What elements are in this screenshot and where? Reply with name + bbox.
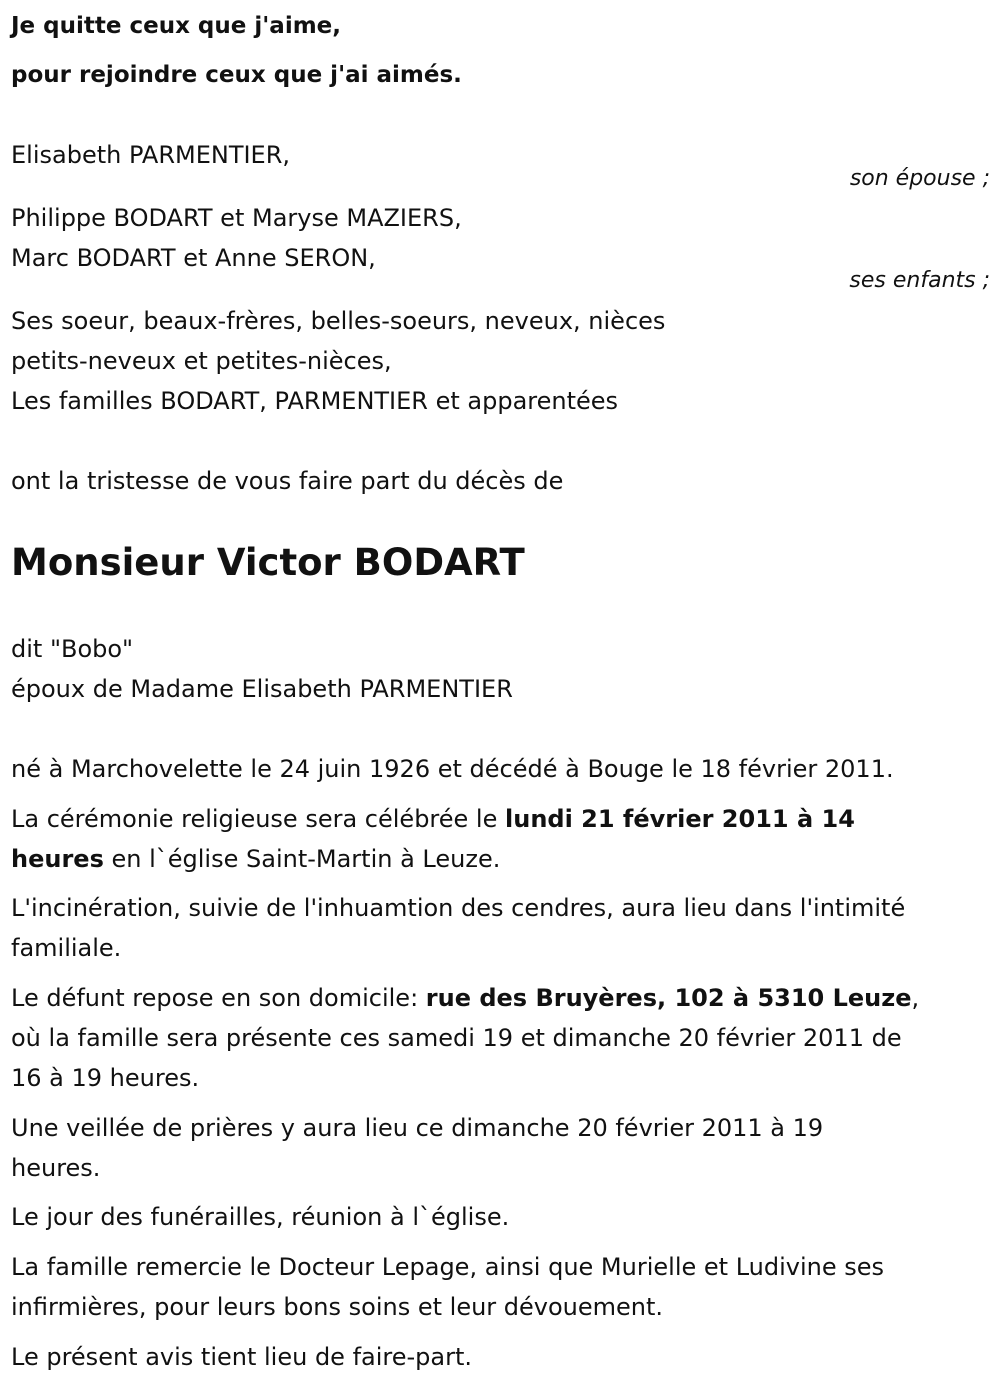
deceased-name: Monsieur Victor BODART — [11, 541, 525, 584]
repose-pre: Le défunt repose en son domicile: — [11, 984, 426, 1012]
deceased-spouse-of: époux de Madame Elisabeth PARMENTIER — [11, 675, 513, 703]
spouse-role: son épouse ; — [849, 166, 990, 191]
birth-death: né à Marchovelette le 24 juin 1926 et décédé à Bouge le 18 février 2011. — [11, 755, 894, 783]
repose-address: rue des Bruyères, 102 à 5310 Leuze — [425, 984, 912, 1012]
children-role: ses enfants ; — [849, 268, 990, 293]
vigil-line-1: Une veillée de prières y aura lieu ce dimanche 20 février 2011 à 19 — [11, 1114, 824, 1142]
funeral-meeting: Le jour des funérailles, réunion à l`église. — [11, 1203, 510, 1231]
ceremony-line-1 — [11, 804, 855, 834]
closing-note: Le présent avis tient lieu de faire-part. — [11, 1343, 473, 1371]
vigil-line-2: heures. — [11, 1154, 101, 1182]
repose-line-3: 16 à 19 heures. — [11, 1064, 200, 1092]
spouse-name: Elisabeth PARMENTIER, — [11, 141, 291, 169]
announcement: ont la tristesse de vous faire part du décès de — [11, 467, 564, 495]
thanks-line-2: infirmières, pour leurs bons soins et leur dévouement. — [11, 1293, 664, 1321]
relatives-line-2: petits-neveux et petites-nièces, — [11, 347, 392, 375]
repose-post: , — [911, 984, 920, 1012]
relatives-line-3: Les familles BODART, PARMENTIER et apparentées — [11, 387, 619, 415]
ceremony-line-2 — [11, 844, 500, 874]
thanks-line-1: La famille remercie le Docteur Lepage, ainsi que Murielle et Ludivine ses — [11, 1253, 884, 1281]
deceased-nickname: dit "Bobo" — [11, 635, 134, 663]
repose-line-2: où la famille sera présente ces samedi 19 et dimanche 20 février 2011 de — [11, 1024, 902, 1052]
ceremony-date-1: lundi 21 février 2011 à 14 — [505, 805, 855, 833]
cremation-line-2: familiale. — [11, 934, 122, 962]
relatives-line-1: Ses soeur, beaux-frères, belles-soeurs, neveux, nièces — [11, 307, 666, 335]
repose-line-1 — [11, 983, 919, 1013]
cremation-line-1: L'incinération, suivie de l'inhuamtion des cendres, aura lieu dans l'intimité — [11, 894, 906, 922]
child-2: Marc BODART et Anne SERON, — [11, 244, 376, 272]
epitaph-line-1: Je quitte ceux que j'aime, — [11, 13, 342, 39]
ceremony-date-2: heures — [11, 845, 104, 873]
ceremony-pre: La cérémonie religieuse sera célébrée le — [11, 805, 505, 833]
child-1: Philippe BODART et Maryse MAZIERS, — [11, 204, 462, 232]
ceremony-post: en l`église Saint-Martin à Leuze. — [103, 845, 501, 873]
epitaph-line-2: pour rejoindre ceux que j'ai aimés. — [11, 62, 462, 88]
